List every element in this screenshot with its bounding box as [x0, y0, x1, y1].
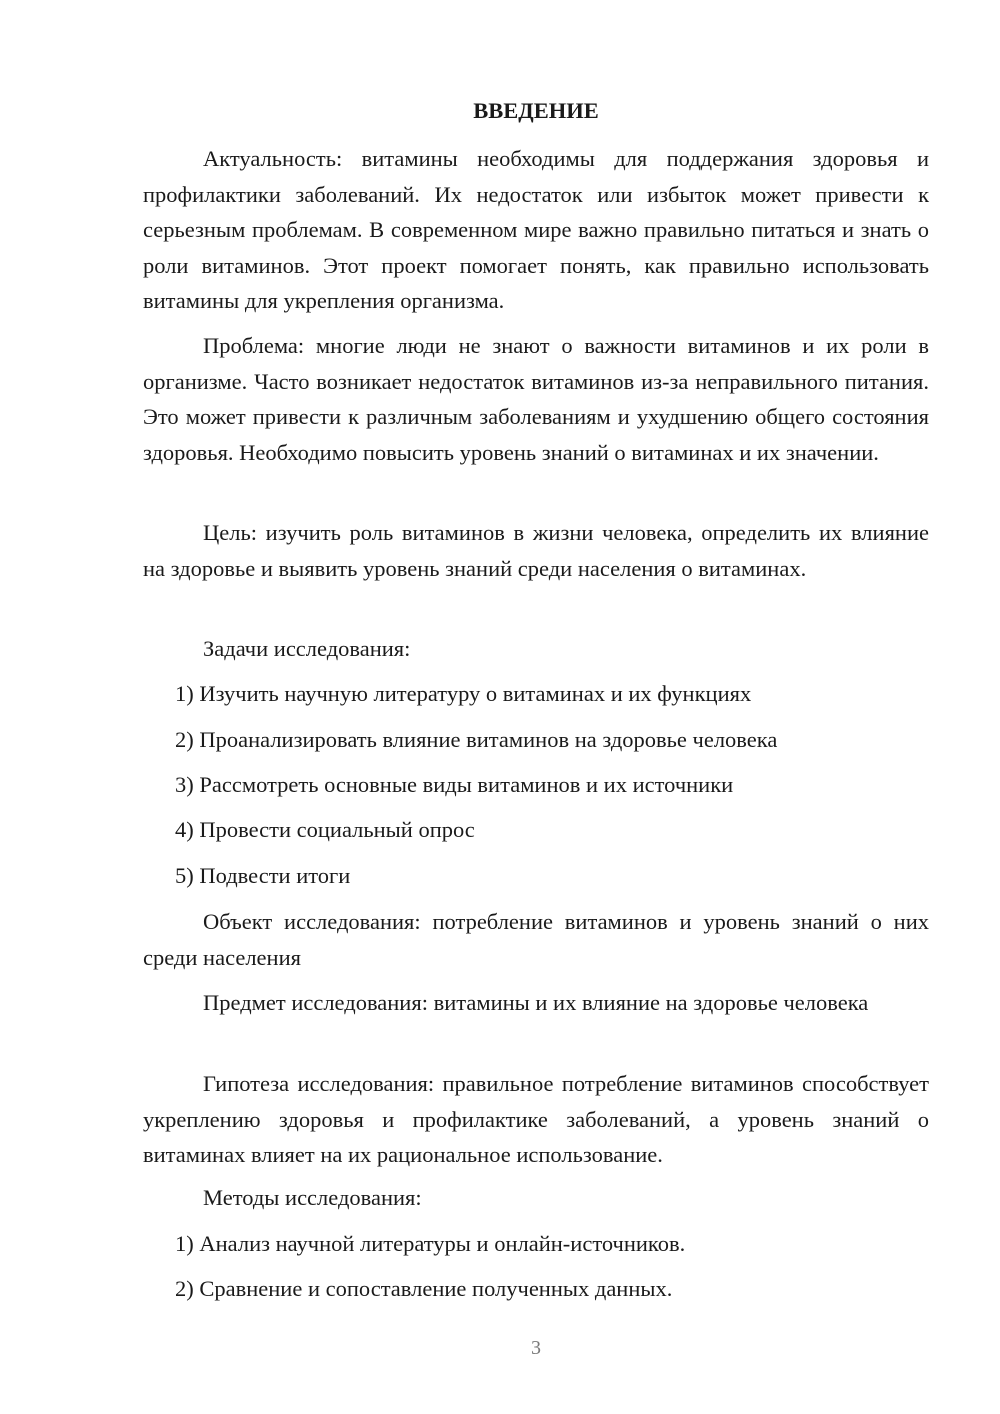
hypothesis-paragraph: Гипотеза исследования: правильное потребление витаминов способствует укреплению здоровья и профилактике заболеваний, а уровень знаний о витаминах влияет на их рациональное использование.	[143, 1071, 929, 1167]
method-item: 2) Сравнение и сопоставление полученных данных.	[175, 1276, 673, 1301]
task-item: 3) Рассмотреть основные виды витаминов и их источники	[175, 772, 734, 797]
page-title: ВВЕДЕНИЕ	[473, 98, 599, 123]
methods-heading: Методы исследования:	[203, 1185, 422, 1210]
relevance-paragraph: Актуальность: витамины необходимы для поддержания здоровья и профилактики заболеваний. Их недостаток или избыток может привести к серьезным проблемам. В современном мире важно правильно питаться и знать о роли витаминов. Этот проект помогает понять, как правильно использовать витамины для укрепления организма.	[143, 146, 929, 313]
goal-paragraph: Цель: изучить роль витаминов в жизни человека, определить их влияние на здоровье и выявить уровень знаний среди населения о витаминах.	[143, 520, 929, 581]
tasks-heading: Задачи исследования:	[203, 636, 411, 661]
object-paragraph: Объект исследования: потребление витаминов и уровень знаний о них среди населения	[143, 909, 929, 970]
subject-paragraph: Предмет исследования: витамины и их влияние на здоровье человека	[203, 990, 869, 1015]
method-item: 1) Анализ научной литературы и онлайн-источников.	[175, 1231, 686, 1256]
task-item: 4) Провести социальный опрос	[175, 817, 475, 842]
page-number: 3	[531, 1337, 541, 1359]
task-item: 5) Подвести итоги	[175, 863, 351, 888]
task-item: 1) Изучить научную литературу о витаминах и их функциях	[175, 681, 752, 706]
problem-paragraph: Проблема: многие люди не знают о важности витаминов и их роли в организме. Часто возникает недостаток витаминов из-за неправильного питания. Это может привести к различным заболеваниям и ухудшению общего состояния здоровья. Необходимо повысить уровень знаний о витаминах и их значении.	[143, 333, 929, 465]
task-item: 2) Проанализировать влияние витаминов на здоровье человека	[175, 727, 778, 752]
